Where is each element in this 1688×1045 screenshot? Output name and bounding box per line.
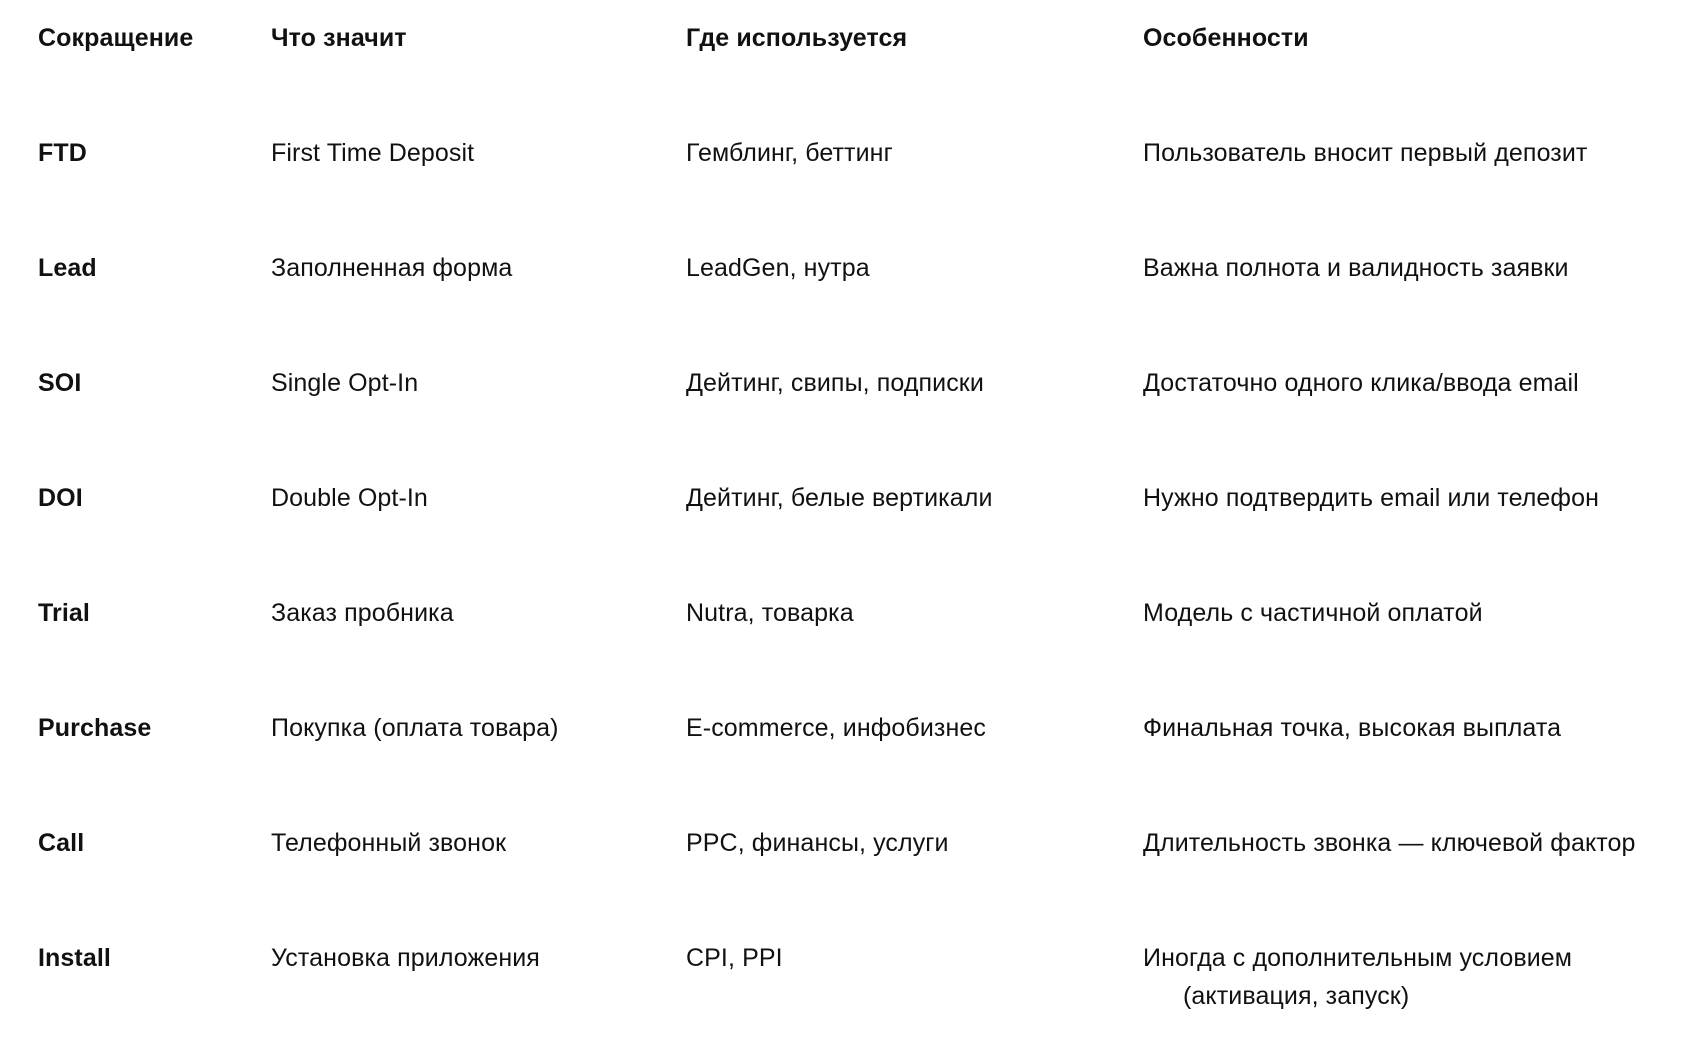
notes-line: Иногда с дополнительным условием xyxy=(1143,944,1573,972)
notes-cell: Финальная точка, высокая выплата xyxy=(1143,714,1562,742)
notes-cell: Пользователь вносит первый депозит xyxy=(1143,139,1588,167)
abbreviation-cell: FTD xyxy=(38,139,87,167)
abbreviation-cell: SOI xyxy=(38,369,82,397)
usage-cell: Дейтинг, белые вертикали xyxy=(686,484,993,512)
usage-cell: E-commerce, инфобизнес xyxy=(686,714,986,742)
meaning-cell: Покупка (оплата товара) xyxy=(271,714,559,742)
notes-cell xyxy=(1143,939,1572,1015)
usage-cell: PPC, финансы, услуги xyxy=(686,829,949,857)
meaning-cell: Установка приложения xyxy=(271,944,540,972)
abbreviation-cell: Purchase xyxy=(38,714,152,742)
meaning-cell: Single Opt-In xyxy=(271,369,419,397)
header-usage: Где используется xyxy=(686,24,908,52)
notes-continuation: (активация, запуск) xyxy=(1183,982,1410,1010)
usage-cell: Дейтинг, свипы, подписки xyxy=(686,369,984,397)
abbreviation-cell: Trial xyxy=(38,599,90,627)
usage-cell: Nutra, товарка xyxy=(686,599,854,627)
header-meaning: Что значит xyxy=(271,24,407,52)
notes-cell: Достаточно одного клика/ввода email xyxy=(1143,369,1579,397)
meaning-cell: Заполненная форма xyxy=(271,254,513,282)
meaning-cell: First Time Deposit xyxy=(271,139,475,167)
meaning-cell: Телефонный звонок xyxy=(271,829,507,857)
meaning-cell: Заказ пробника xyxy=(271,599,454,627)
usage-cell: Гемблинг, беттинг xyxy=(686,139,893,167)
notes-cell: Модель с частичной оплатой xyxy=(1143,599,1483,627)
abbreviation-cell: Install xyxy=(38,944,111,972)
meaning-cell: Double Opt-In xyxy=(271,484,428,512)
header-abbreviation: Сокращение xyxy=(38,24,194,52)
abbreviation-cell: DOI xyxy=(38,484,83,512)
notes-cell: Длительность звонка — ключевой фактор xyxy=(1143,829,1636,857)
abbreviation-cell: Lead xyxy=(38,254,97,282)
usage-cell: LeadGen, нутра xyxy=(686,254,870,282)
usage-cell: CPI, PPI xyxy=(686,944,783,972)
header-notes: Особенности xyxy=(1143,24,1309,52)
notes-cell: Важна полнота и валидность заявки xyxy=(1143,254,1569,282)
notes-cell: Нужно подтвердить email или телефон xyxy=(1143,484,1600,512)
abbreviation-cell: Call xyxy=(38,829,85,857)
